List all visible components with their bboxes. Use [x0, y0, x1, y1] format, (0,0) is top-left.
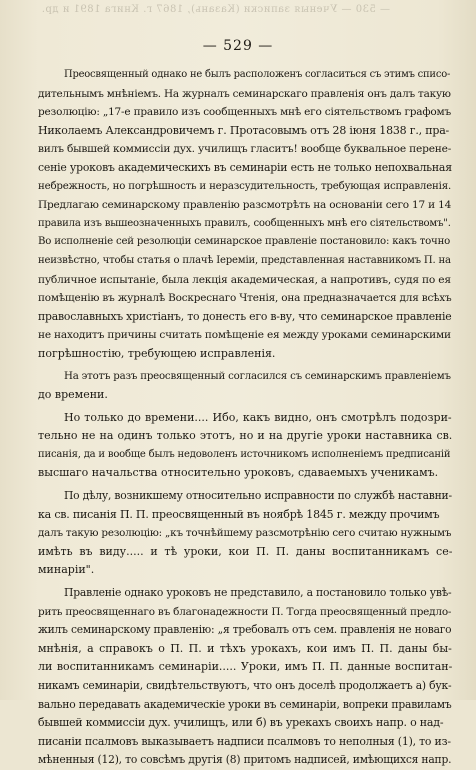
- text-line: публичное испытаніе, была лекція академическая, а напротивъ, судя по ея: [38, 272, 451, 286]
- text-line: Николаемъ Александровичемъ г. Протасовымъ отъ 28 іюня 1838 г., пра-: [38, 123, 450, 137]
- text-line: Во исполненіе сей резолюціи семинарское правленіе постановило: какъ точно: [38, 236, 451, 248]
- page-number: — 529 —: [202, 38, 274, 54]
- body-text: [38, 66, 452, 770]
- text-line: мѣненныя (12), то совсѣмъ другія (8) притомъ надписей, имѣющихся напр.: [38, 753, 452, 767]
- paragraph: [38, 487, 452, 580]
- text-line: писанія, да и вообще былъ недоволенъ источникомъ исполненіемъ предписаній: [38, 448, 451, 460]
- paragraph: [38, 368, 452, 405]
- paragraph: [38, 409, 452, 483]
- text-line: правила изъ вышеозначенныхъ правилъ, сообщенныхъ мнѣ его сіятельствомъ".: [38, 217, 451, 229]
- text-line: минаріи".: [38, 563, 95, 577]
- paragraph: [38, 66, 452, 364]
- text-line: вально передавать академическіе уроки въ семинаріи, вопреки правиламъ: [38, 697, 452, 711]
- text-line: небрежность, но погрѣшность и неразсудительность, требующая исправленія.: [38, 180, 451, 192]
- text-line: Но только до времени.... Ибо, какъ видно, онъ смотрѣлъ подозри-: [64, 410, 452, 424]
- text-line: Предлагаю семинарскому правленію разсмотрѣть на основаніи сего 17 и 14: [38, 199, 452, 212]
- text-line: рить преосвященнаго въ благонадежности П. Тогда преосвященный предло-: [38, 605, 452, 618]
- text-line: православныхъ христіанъ, то донесть его в-ву, что семинарское правленіе: [38, 309, 452, 323]
- text-line: тельно не на одинъ только этотъ, но и на другіе уроки наставника св.: [38, 429, 453, 443]
- text-line: высшаго начальства относительно уроковъ, сдаваемыхъ ученикамъ.: [38, 466, 439, 480]
- bleed-through-text: — 530 — Ученыя записки (Казань), 1867 г. Книга 1891 и др.: [41, 4, 390, 15]
- text-line: ли воспитанникамъ семинаріи..... Уроки, имъ П. П. данные воспитан-: [38, 660, 453, 674]
- text-line: дительнымъ мнѣніемъ. На журналъ семинарскаго правленія онъ далъ такую: [38, 87, 451, 100]
- text-line: На этотъ разъ преосвященный согласился съ семинарскимъ правленіемъ: [64, 370, 451, 382]
- text-line: вилъ бывшей коммиссіи дух. училищъ гласитъ! вообще буквальное перене-: [38, 142, 452, 156]
- paragraph: [38, 584, 452, 770]
- text-line: до времени.: [38, 388, 108, 402]
- text-line: не находитъ причины считать помѣщеніе ея между уроками семинарскими: [38, 329, 451, 342]
- text-line: По дѣлу, возникшему относительно исправности по службѣ наставни-: [64, 489, 452, 503]
- text-line: резолюцію: „17-е правило изъ сообщенныхъ мнѣ его сіятельствомъ графомъ: [38, 106, 451, 119]
- text-line: Правленіе однако уроковъ не представило, а постановило только увѣ-: [64, 586, 452, 600]
- text-line: писаніи псалмовъ выказываетъ надписи псалмовъ то неполныя (1), то из-: [38, 734, 451, 748]
- text-line: помѣщенію въ журналѣ Воскреснаго Чтенія, она предназначается для всѣхъ: [38, 292, 452, 305]
- text-line: далъ такую резолюцію: „къ точнѣйшему разсмотрѣнію сего считаю нужнымъ: [38, 527, 452, 540]
- text-line: жилъ семинарскому правленію: „я требовалъ отъ сем. правленія не новаго: [38, 623, 452, 637]
- text-line: имѣть въ виду..... и тѣ уроки, кои П. П. даны воспитанникамъ се-: [38, 544, 453, 558]
- text-line: погрѣшностію, требующею исправленія.: [38, 346, 276, 360]
- text-line: мнѣнія, а справокъ о П. П. и тѣхъ урокахъ, кои имъ П. П. даны бы-: [38, 641, 452, 655]
- text-line: бывшей коммиссіи дух. училищъ, или б) въ урекахъ своихъ напр. о над-: [38, 716, 444, 730]
- text-line: никамъ семинаріи, свидѣтельствуютъ, что онъ доселѣ продолжаетъ а) бук-: [38, 679, 452, 692]
- text-line: Преосвященный однако не былъ расположенъ согласиться съ этимъ списо-: [64, 69, 451, 80]
- text-line: сеніе уроковъ академическихъ въ семинаріи есть не только непохвальная: [38, 160, 452, 174]
- text-line: неизвѣстно, чтобы статья о плачѣ Іереміи, представленная наставникомъ П. на: [38, 254, 451, 266]
- text-line: ка св. писанія П. П. преосвященный въ ноябрѣ 1845 г. между прочимъ: [38, 507, 440, 521]
